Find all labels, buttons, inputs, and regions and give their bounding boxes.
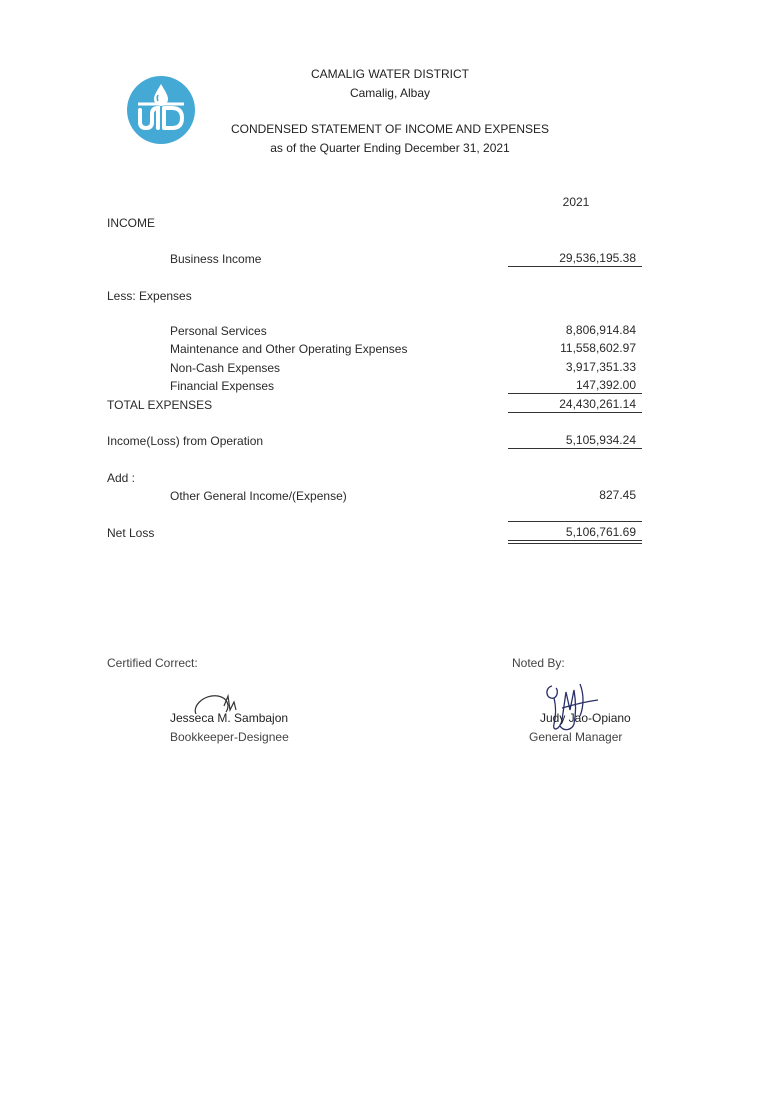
business-income-value: 29,536,195.38 bbox=[559, 251, 636, 265]
operation-label: Income(Loss) from Operation bbox=[107, 434, 264, 448]
statement-title: CONDENSED STATEMENT OF INCOME AND EXPENSES bbox=[230, 122, 550, 136]
year-column-header: 2021 bbox=[562, 195, 590, 209]
expense-label: Non-Cash Expenses bbox=[170, 361, 281, 375]
certified-correct-label: Certified Correct: bbox=[107, 656, 198, 670]
net-loss-double-rule-1 bbox=[508, 540, 642, 541]
expense-label: Financial Expenses bbox=[170, 379, 275, 393]
income-heading: INCOME bbox=[107, 216, 155, 230]
noted-signatory-title: General Manager bbox=[529, 730, 623, 744]
less-expenses-heading: Less: Expenses bbox=[107, 289, 192, 303]
business-income-underline bbox=[508, 266, 642, 267]
expenses-subtotal-rule bbox=[508, 393, 642, 394]
organization-name: CAMALIG WATER DISTRICT bbox=[310, 67, 469, 81]
net-loss-top-rule bbox=[508, 521, 642, 522]
organization-location: Camalig, Albay bbox=[349, 86, 431, 100]
expense-value: 8,806,914.84 bbox=[565, 323, 636, 337]
net-loss-label: Net Loss bbox=[107, 526, 155, 540]
total-expenses-value: 24,430,261.14 bbox=[559, 397, 636, 411]
other-income-label: Other General Income/(Expense) bbox=[170, 489, 347, 503]
expense-label: Maintenance and Other Operating Expenses bbox=[170, 342, 408, 356]
expense-value: 3,917,351.33 bbox=[565, 360, 636, 374]
water-district-logo bbox=[127, 76, 195, 144]
statement-period: as of the Quarter Ending December 31, 2021 bbox=[270, 141, 510, 155]
certified-signatory-name: Jesseca M. Sambajon bbox=[170, 711, 289, 725]
expense-value: 147,392.00 bbox=[575, 378, 636, 392]
operation-value: 5,105,934.24 bbox=[565, 433, 636, 447]
total-expenses-underline bbox=[508, 412, 642, 413]
noted-by-label: Noted By: bbox=[512, 656, 565, 670]
total-expenses-label: TOTAL EXPENSES bbox=[107, 398, 213, 412]
certified-signatory-title: Bookkeeper-Designee bbox=[170, 730, 289, 744]
net-loss-value: 5,106,761.69 bbox=[565, 525, 636, 539]
expense-value: 11,558,602.97 bbox=[560, 341, 636, 355]
other-income-value: 827.45 bbox=[599, 488, 636, 502]
expense-label: Personal Services bbox=[170, 324, 267, 338]
net-loss-double-rule-2 bbox=[508, 543, 642, 544]
add-heading: Add : bbox=[107, 471, 136, 485]
business-income-label: Business Income bbox=[170, 252, 262, 266]
operation-underline bbox=[508, 448, 642, 449]
noted-signatory-name: Judy Jao-Opiano bbox=[540, 711, 631, 725]
